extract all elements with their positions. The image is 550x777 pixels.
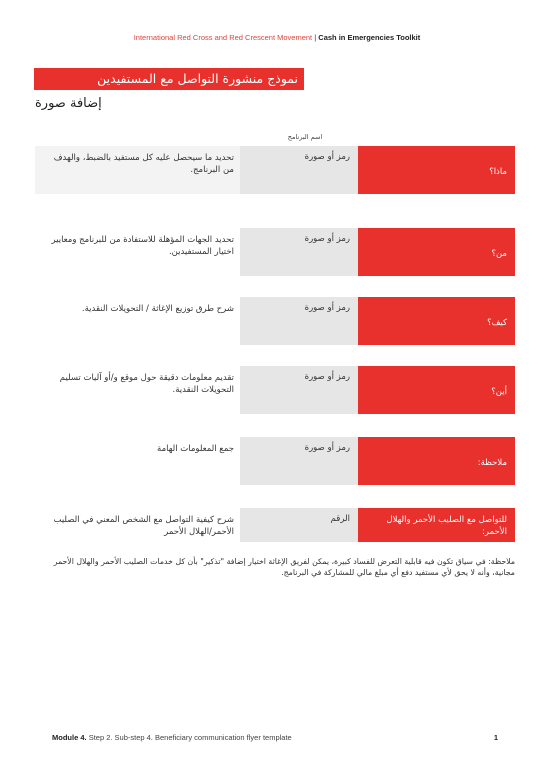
flyer-row-note bbox=[35, 437, 515, 485]
page-number: 1 bbox=[493, 733, 498, 742]
page-header bbox=[52, 33, 502, 42]
flyer-row-where bbox=[35, 366, 515, 414]
program-name-label: اسم البرنامج bbox=[287, 133, 323, 141]
row-description: جمع المعلومات الهامة bbox=[35, 437, 240, 485]
row-label: كيف؟ bbox=[358, 297, 515, 345]
row-label: من؟ bbox=[358, 228, 515, 276]
flyer-row-contact bbox=[35, 508, 515, 542]
row-description: تحديد الجهات المؤهلة للاستفادة من للبرنامج ومعايير اختيار المستفيدين. bbox=[35, 228, 240, 276]
page-footer bbox=[52, 733, 502, 747]
row-symbol: رمز أو صورة bbox=[240, 297, 358, 345]
row-label: أين؟ bbox=[358, 366, 515, 414]
row-description: تقديم معلومات دقيقة حول موقع و/أو آليات تسليم التحويلات النقدية. bbox=[35, 366, 240, 414]
row-description: شرح طرق توزيع الإغاثة / التحويلات النقدية. bbox=[35, 297, 240, 345]
row-symbol: رمز أو صورة bbox=[240, 366, 358, 414]
add-image-subtitle: إضافة صورة bbox=[35, 96, 102, 111]
row-symbol: رمز أو صورة bbox=[240, 228, 358, 276]
row-symbol: رمز أو صورة bbox=[240, 437, 358, 485]
footer-step: Step 2. Sub-step 4. Beneficiary communication flyer template bbox=[88, 733, 292, 742]
row-description: تحديد ما سيحصل عليه كل مستفيد بالضبط، والهدف من البرنامج. bbox=[35, 146, 240, 194]
header-toolkit: Cash in Emergencies Toolkit bbox=[318, 33, 421, 42]
row-label: ملاحظة: bbox=[358, 437, 515, 485]
row-label: ماذا؟ bbox=[358, 146, 515, 194]
row-label: للتواصل مع الصليب الأحمر والهلال الأحمر: bbox=[358, 508, 515, 542]
row-symbol: رمز أو صورة bbox=[240, 146, 358, 194]
row-symbol: الرقم bbox=[240, 508, 358, 542]
corruption-note: ملاحظة: في سياق تكون فيه قابلية التعرض للفساد كبيرة، يمكن لفريق الإغاثة اختيار إضافة "تذكير" بأن كل خدمات الصليب الأحمر والهلال الأحمر مجانية، وأنه لا يحق لأي مستفيد دفع أي مبلغ مالي للمشاركة في البرنامج. bbox=[53, 557, 515, 577]
title-banner: نموذج منشورة التواصل مع المستفيدين bbox=[34, 68, 304, 90]
flyer-row-who bbox=[35, 228, 515, 276]
flyer-row-what bbox=[35, 146, 515, 194]
header-org: International Red Cross and Red Crescent Movement bbox=[133, 33, 313, 42]
footer-module: Module 4. bbox=[52, 733, 87, 742]
header-separator: | bbox=[314, 33, 317, 42]
row-description: شرح كيفية التواصل مع الشخص المعني في الصليب الأحمر/الهلال الأحمر bbox=[35, 508, 240, 542]
flyer-row-how bbox=[35, 297, 515, 345]
